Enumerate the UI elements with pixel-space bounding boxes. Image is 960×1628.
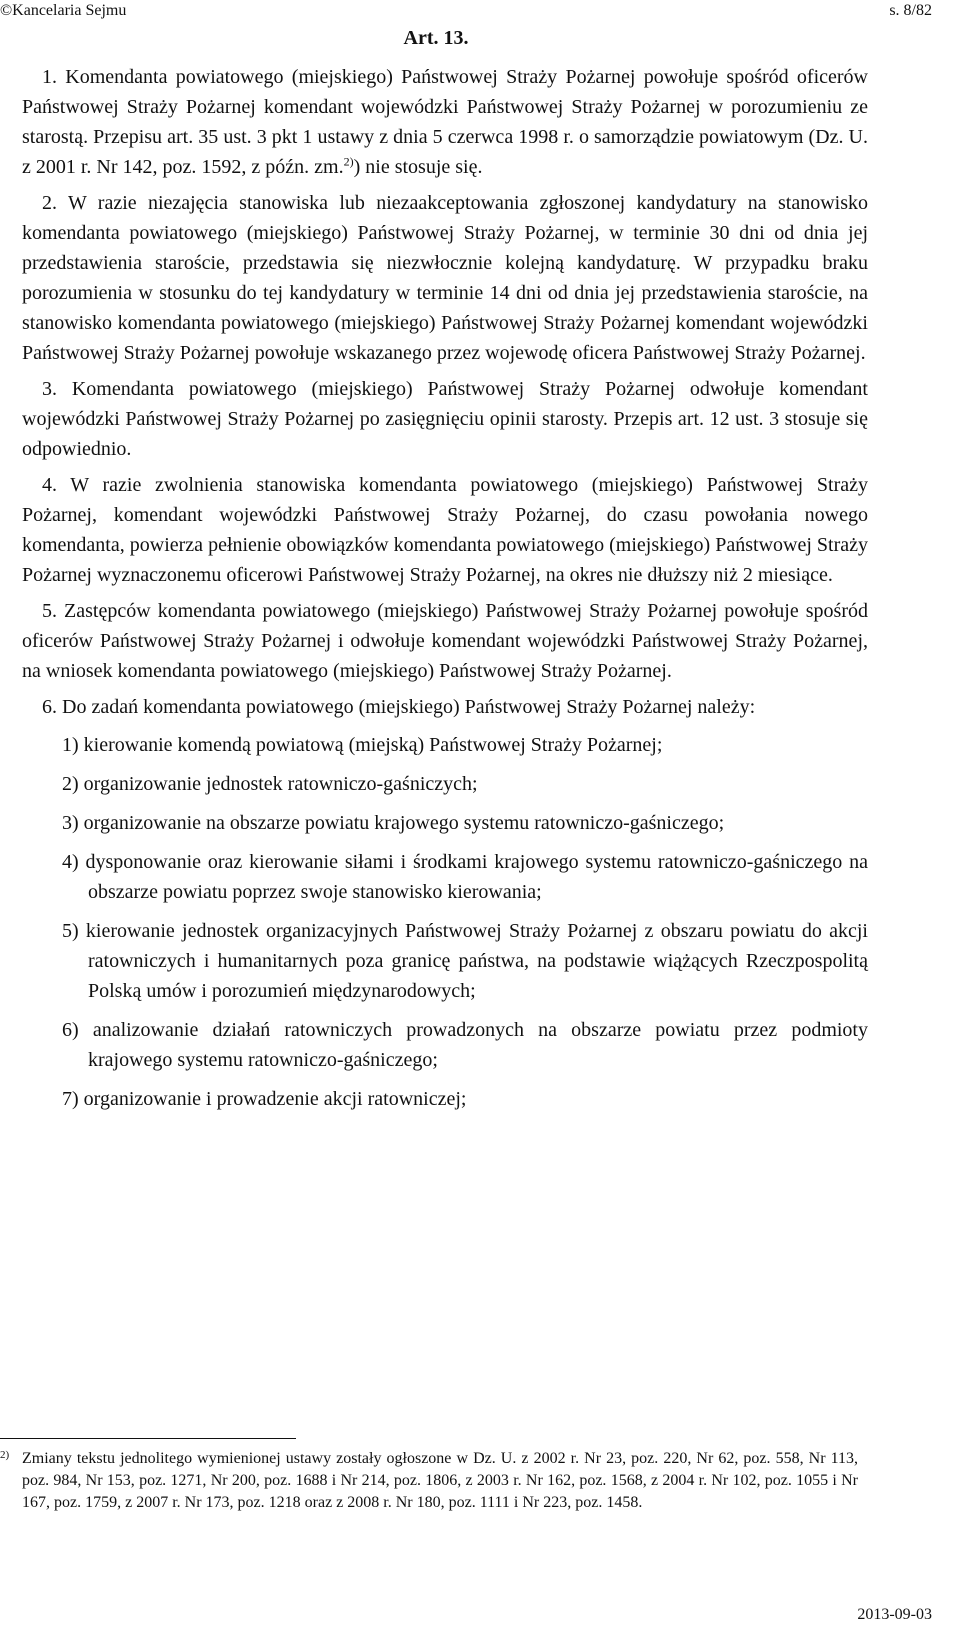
article-title: Art. 13.	[403, 27, 469, 49]
copyright-notice: ©Kancelaria Sejmu	[0, 2, 127, 19]
footnote-reference[interactable]: 2)	[343, 154, 354, 169]
footnote	[0, 1448, 858, 1514]
list-item: 2) organizowanie jednostek ratowniczo-gaśniczych;	[62, 773, 478, 795]
duties-list	[22, 730, 868, 1114]
footnote-divider	[0, 1438, 296, 1439]
page-number: s. 8/82	[889, 2, 932, 19]
paragraph-1-tail: ) nie stosuje się.	[353, 156, 483, 178]
list-item: 6) analizowanie działań ratowniczych prowadzonych na obszarze powiatu przez podmioty krajowego systemu ratowniczo-gaśniczego;	[62, 1019, 868, 1071]
paragraph-1	[22, 62, 868, 182]
paragraph-2: 2. W razie niezajęcia stanowiska lub niezaakceptowania zgłoszonej kandydatury na stanowisko komendanta powiatowego (miejskiego) Państwowej Straży Pożarnej, w terminie 30 dni od dnia jej przedstawienia staroście, przedstawia się niezwłocznie kolejną kandydaturę. W przypadku braku porozumienia w stosunku do tej kandydatury w terminie 14 dni od dnia jej przedstawienia staroście, na stanowisko komendanta powiatowego (miejskiego) Państwowej Straży Pożarnej komendant wojewódzki Państwowej Straży Pożarnej powołuje wskazanego przez wojewodę oficera Państwowej Straży Pożarnej.	[22, 192, 868, 364]
footnote-text: Zmiany tekstu jednolitego wymienionej ustawy zostały ogłoszone w Dz. U. z 2002 r. Nr 23, poz. 220, Nr 62, poz. 558, Nr 113, poz. 984, Nr 153, poz. 1271, Nr 200, poz. 1688 i Nr 214, poz. 1806, z 2003 r. Nr 162, poz. 1568, z 2004 r. Nr 102, poz. 1055 i Nr 167, poz. 1759, z 2007 r. Nr 173, poz. 1218 oraz z 2008 r. Nr 180, poz. 1111 i Nr 223, poz. 1458.	[22, 1450, 858, 1511]
list-item: 3) organizowanie na obszarze powiatu krajowego systemu ratowniczo-gaśniczego;	[62, 812, 725, 834]
paragraph-4: 4. W razie zwolnienia stanowiska komendanta powiatowego (miejskiego) Państwowej Straży Pożarnej, komendant wojewódzki Państwowej Straży Pożarnej, do czasu powołania nowego komendanta, powierza pełnienie obowiązków komendanta powiatowego (miejskiego) Państwowej Straży Pożarnej wyznaczonemu oficerowi Państwowej Straży Pożarnej, na okres nie dłuższy niż 2 miesiące.	[22, 474, 868, 586]
list-item: 5) kierowanie jednostek organizacyjnych Państwowej Straży Pożarnej z obszaru powiatu do akcji ratowniczych i humanitarnych poza granicę państwa, na podstawie wiążących Rzeczpospolitą Polską umów i porozumień międzynarodowych;	[62, 920, 868, 1002]
paragraph-5: 5. Zastępców komendanta powiatowego (miejskiego) Państwowej Straży Pożarnej powołuje spośród oficerów Państwowej Straży Pożarnej i odwołuje komendant wojewódzki Państwowej Straży Pożarnej, na wniosek komendanta powiatowego (miejskiego) Państwowej Straży Pożarnej.	[22, 600, 868, 682]
article-body	[22, 62, 868, 1123]
paragraph-3: 3. Komendanta powiatowego (miejskiego) Państwowej Straży Pożarnej odwołuje komendant wojewódzki Państwowej Straży Pożarnej po zasięgnięciu opinii starosty. Przepis art. 12 ust. 3 stosuje się odpowiednio.	[22, 378, 868, 460]
page-header	[0, 0, 932, 22]
paragraph-1-text: 1. Komendanta powiatowego (miejskiego) Państwowej Straży Pożarnej powołuje spośród oficerów Państwowej Straży Pożarnej komendant wojewódzki Państwowej Straży Pożarnej w porozumieniu ze starostą. Przepisu art. 35 ust. 3 pkt 1 ustawy z dnia 5 czerwca 1998 r. o samorządzie powiatowym (Dz. U. z 2001 r. Nr 142, poz. 1592, z późn. zm.	[22, 66, 868, 178]
footnote-marker: 2)	[0, 1449, 10, 1461]
footer-date: 2013-09-03	[857, 1606, 932, 1623]
paragraph-6-intro: 6. Do zadań komendanta powiatowego (miejskiego) Państwowej Straży Pożarnej należy:	[42, 696, 756, 718]
list-item: 4) dysponowanie oraz kierowanie siłami i środkami krajowego systemu ratowniczo-gaśniczego na obszarze powiatu poprzez swoje stanowisko kierowania;	[62, 851, 868, 903]
list-item: 1) kierowanie komendą powiatową (miejską) Państwowej Straży Pożarnej;	[62, 734, 663, 756]
list-item: 7) organizowanie i prowadzenie akcji ratowniczej;	[62, 1088, 467, 1110]
